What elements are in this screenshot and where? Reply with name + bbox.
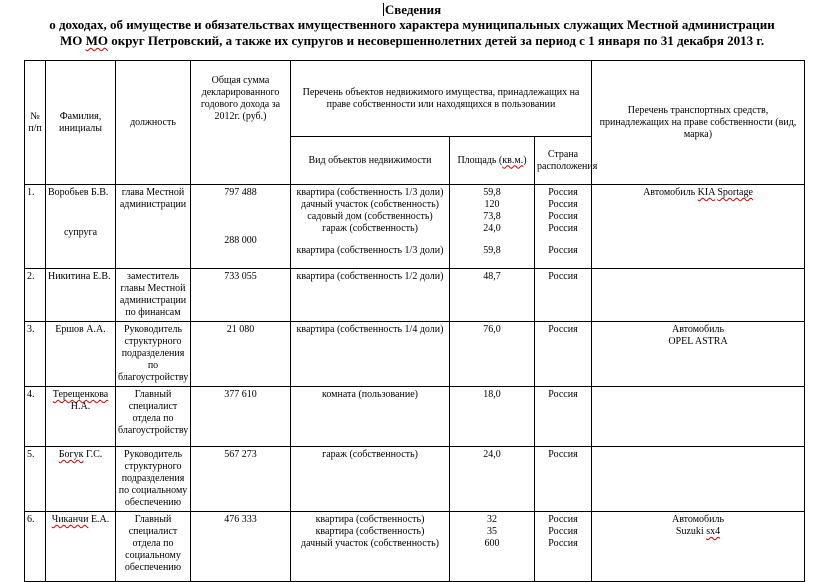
header-area [450,137,535,185]
cell-position: Руководитель структурного подразделения по социальному обеспечению [116,447,191,512]
country-value: Россия [548,538,578,549]
cell-income: 567 273 [191,447,291,512]
area-value: 600 [484,538,500,549]
person-name: Воробьев Б.В. [48,187,109,198]
spellcheck-word: Богук [58,449,84,460]
person-name-text: Е.А. [88,514,110,525]
country-value: Россия [548,211,578,222]
spouse-area-value: 59,8 [483,245,501,256]
transport-text: Автомобиль [671,324,725,335]
header-realty-group: Перечень объектов недвижимого имущества, принадлежащих на праве собственности или находящихся в пользовании [291,61,592,137]
area-value: 59,8 [483,187,501,198]
cell-realty-type [291,512,450,582]
cell-country: Россия [535,447,592,512]
spouse-country-value: Россия [548,245,578,256]
cell-transport [592,387,805,447]
spouse-label: супруга [63,227,98,238]
cell-area: 48,7 [450,269,535,322]
realty-item: гараж (собственность) [322,223,418,234]
country-value: Россия [548,223,578,234]
cell-area: 24,0 [450,447,535,512]
header-country: Страна расположения [535,137,592,185]
header-realty-type: Вид объектов недвижимости [291,137,450,185]
document-subtitle-line1: о доходах, об имуществе и обязательствах имущественного характера муниципальных служащих Местной администрации [49,17,775,32]
transport-text [594,526,802,538]
area-value: 73,8 [483,211,501,222]
table-row [25,269,805,322]
cell-income: 377 610 [191,387,291,447]
cell-area: 76,0 [450,322,535,387]
cell-country: Россия [535,269,592,322]
spouse-realty-item: квартира (собственность 1/3 доли) [296,245,444,256]
transport-text: Автомобиль [643,187,698,198]
cell-transport [592,269,805,322]
table-row [25,185,805,269]
table-row [25,387,805,447]
cell-income: 21 080 [191,322,291,387]
cell-income: 476 333 [191,512,291,582]
cell-income [191,185,291,269]
document-heading [0,2,824,18]
spellcheck-word: sx4 [706,526,721,537]
cell-position: глава Местной администрации [116,185,191,269]
cell-name: Никитина Е.В. [46,269,116,322]
cell-realty-type: комната (пользование) [291,387,450,447]
cell-country: Россия [535,387,592,447]
area-value: 32 [487,514,497,525]
text-cursor [383,3,384,16]
country-value: Россия [548,187,578,198]
subtitle-text: округ Петровский, а также их супругов и несовершеннолетних детей за период с 1 января по 31 декабря 2013 г. [107,33,765,48]
realty-item: садовый дом (собственность) [307,211,433,222]
person-name-text: Г.С. [83,449,103,460]
cell-realty-type: квартира (собственность 1/4 доли) [291,322,450,387]
table-row [25,512,805,582]
cell-realty-type: гараж (собственность) [291,447,450,512]
table-row [25,447,805,512]
header-position: должность [116,61,191,185]
transport-text: Suzuki [675,526,707,537]
cell-income: 733 055 [191,269,291,322]
realty-item: дачный участок (собственность) [301,199,439,210]
cell-position: Главный специалист отдела по благоустройству [116,387,191,447]
cell-name: Ершов А.А. [46,322,116,387]
cell-name [46,387,116,447]
cell-realty-type: квартира (собственность 1/2 доли) [291,269,450,322]
spellcheck-word: Терещенкова [52,389,109,400]
cell-transport [592,512,805,582]
cell-position: заместитель главы Местной администрации по финансам [116,269,191,322]
header-name: Фамилия, инициалы [46,61,116,185]
area-value: 35 [487,526,497,537]
cell-num: 5. [25,447,46,512]
country-value: Россия [548,514,578,525]
table-row [25,322,805,387]
cell-num: 2. [25,269,46,322]
spellcheck-word: KIA [697,187,715,198]
cell-name [46,447,116,512]
header-area-text: Площадь ( [457,154,503,166]
cell-num: 6. [25,512,46,582]
cell-transport [592,322,805,387]
declarations-table [24,60,805,582]
spouse-income-value: 288 000 [224,235,257,246]
person-name-text: Н.А. [70,401,91,412]
cell-num: 1. [25,185,46,269]
spellcheck-word: Чиканчи [51,514,89,525]
country-value: Россия [548,526,578,537]
cell-realty-type [291,185,450,269]
cell-name [46,512,116,582]
cell-area: 18,0 [450,387,535,447]
header-transport: Перечень транспортных средств, принадлежащих на праве собственности (вид, марка) [592,61,805,185]
cell-area [450,512,535,582]
header-num: № п/п [25,61,46,185]
cell-transport [592,185,805,269]
cell-area [450,185,535,269]
cell-transport [592,447,805,512]
cell-num: 3. [25,322,46,387]
spellcheck-word: кв.м. [502,154,524,166]
cell-country [535,185,592,269]
area-value: 120 [484,199,500,210]
country-value: Россия [548,199,578,210]
cell-name [46,185,116,269]
cell-num: 4. [25,387,46,447]
header-area-text: ) [523,154,527,166]
spellcheck-word: Sportage [717,187,753,198]
heading-text: Сведения [384,2,442,17]
realty-item: дачный участок (собственность) [301,538,439,549]
table-header-row [25,61,805,137]
header-income: Общая сумма декларированного годового дохода за 2012г. (руб.) [191,61,291,185]
cell-position: Главный специалист отдела по социальному обеспечению [116,512,191,582]
document-subtitle-line2 [0,33,824,49]
realty-item: квартира (собственность 1/3 доли) [296,187,444,198]
income-value: 797 488 [224,187,257,198]
area-value: 24,0 [483,223,501,234]
cell-country [535,512,592,582]
cell-position: Руководитель структурного подразделения по благоустройству [116,322,191,387]
transport-text: Автомобиль [671,514,725,525]
realty-item: квартира (собственность) [315,526,425,537]
spellcheck-word: МО [85,33,108,48]
subtitle-text: МО [59,33,86,48]
cell-country: Россия [535,322,592,387]
transport-text: OPEL ASTRA [668,336,728,347]
realty-item: квартира (собственность) [315,514,425,525]
